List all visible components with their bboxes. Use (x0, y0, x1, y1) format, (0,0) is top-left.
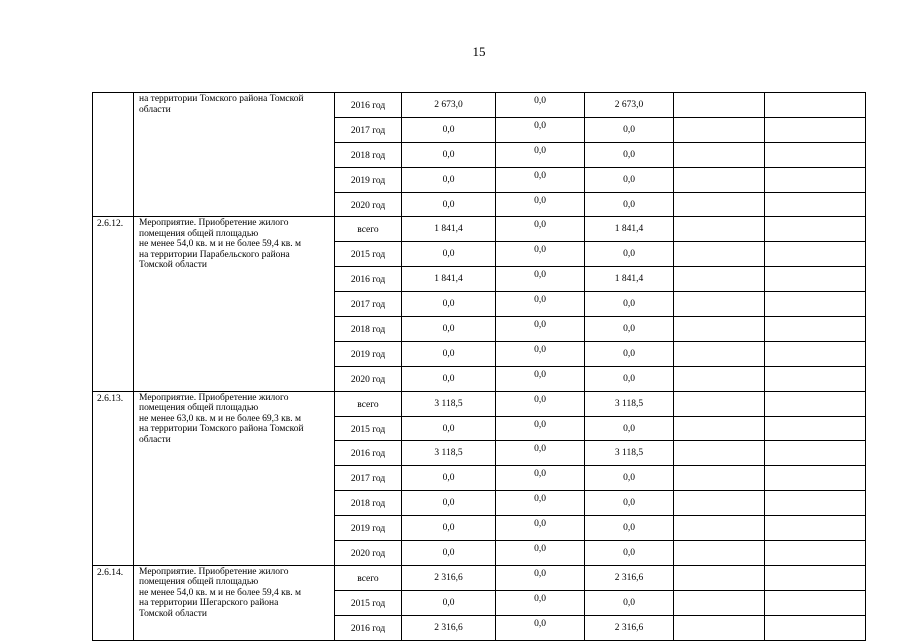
total-cell: 0,0 (402, 142, 496, 167)
period-cell: 2019 год (335, 341, 402, 366)
total-cell: 0,0 (402, 590, 496, 615)
empty-cell (765, 192, 866, 217)
regional-cell: 0,0 (585, 142, 674, 167)
federal-cell: 0,0 (496, 292, 585, 317)
regional-cell: 0,0 (585, 242, 674, 267)
total-cell: 0,0 (402, 541, 496, 566)
total-cell: 0,0 (402, 366, 496, 391)
total-cell: 0,0 (402, 341, 496, 366)
empty-cell (674, 366, 765, 391)
item-number: 2.6.12. (93, 217, 134, 391)
regional-cell: 0,0 (585, 167, 674, 192)
budget-table (92, 92, 866, 641)
description-line: не менее 63,0 кв. м и не более 69,3 кв. м (139, 413, 302, 424)
federal-cell: 0,0 (496, 117, 585, 142)
empty-cell (674, 117, 765, 142)
empty-cell (765, 466, 866, 491)
period-cell: всего (335, 391, 402, 416)
empty-cell (765, 292, 866, 317)
period-cell: 2016 год (335, 441, 402, 466)
regional-cell: 0,0 (585, 541, 674, 566)
regional-cell: 0,0 (585, 292, 674, 317)
total-cell: 2 316,6 (402, 565, 496, 590)
regional-cell: 0,0 (585, 516, 674, 541)
empty-cell (674, 416, 765, 441)
regional-cell: 0,0 (585, 466, 674, 491)
federal-cell: 0,0 (496, 565, 585, 590)
regional-cell: 0,0 (585, 366, 674, 391)
period-cell: 2019 год (335, 167, 402, 192)
regional-cell: 0,0 (585, 317, 674, 342)
item-number (93, 93, 134, 217)
description-line: не менее 54,0 кв. м и не более 59,4 кв. м (139, 587, 302, 598)
empty-cell (765, 615, 866, 640)
empty-cell (765, 441, 866, 466)
table-row (93, 565, 866, 590)
regional-cell: 0,0 (585, 416, 674, 441)
total-cell: 0,0 (402, 117, 496, 142)
empty-cell (765, 341, 866, 366)
federal-cell: 0,0 (496, 93, 585, 118)
regional-cell: 3 118,5 (585, 391, 674, 416)
regional-cell: 0,0 (585, 491, 674, 516)
regional-cell: 3 118,5 (585, 441, 674, 466)
table-row (93, 93, 866, 118)
regional-cell: 0,0 (585, 341, 674, 366)
description-line: Томской области (139, 608, 207, 619)
period-cell: 2015 год (335, 242, 402, 267)
description-line: Мероприятие. Приобретение жилого (139, 218, 289, 229)
regional-cell: 1 841,4 (585, 217, 674, 242)
page-number: 15 (472, 44, 486, 59)
federal-cell: 0,0 (496, 516, 585, 541)
empty-cell (765, 416, 866, 441)
period-cell: 2015 год (335, 590, 402, 615)
total-cell: 0,0 (402, 516, 496, 541)
regional-cell: 0,0 (585, 117, 674, 142)
regional-cell: 2 316,6 (585, 615, 674, 640)
description-line: Мероприятие. Приобретение жилого (139, 392, 289, 403)
empty-cell (674, 317, 765, 342)
item-description (134, 217, 335, 391)
federal-cell: 0,0 (496, 192, 585, 217)
federal-cell: 0,0 (496, 341, 585, 366)
empty-cell (765, 541, 866, 566)
period-cell: 2015 год (335, 416, 402, 441)
description-line: на территории Томского района Томской (139, 94, 304, 104)
total-cell: 2 673,0 (402, 93, 496, 118)
federal-cell: 0,0 (496, 391, 585, 416)
empty-cell (674, 441, 765, 466)
empty-cell (765, 366, 866, 391)
table-row (93, 391, 866, 416)
total-cell: 2 316,6 (402, 615, 496, 640)
empty-cell (674, 192, 765, 217)
regional-cell: 0,0 (585, 590, 674, 615)
period-cell: 2016 год (335, 615, 402, 640)
description-line: Томской области (139, 260, 207, 271)
period-cell: 2017 год (335, 117, 402, 142)
period-cell: 2017 год (335, 292, 402, 317)
item-description (134, 93, 335, 217)
item-number: 2.6.14. (93, 565, 134, 640)
federal-cell: 0,0 (496, 466, 585, 491)
description-line: области (139, 104, 171, 115)
federal-cell: 0,0 (496, 615, 585, 640)
description-line: на территории Шегарского района (139, 598, 279, 609)
total-cell: 0,0 (402, 416, 496, 441)
empty-cell (765, 267, 866, 292)
total-cell: 3 118,5 (402, 391, 496, 416)
total-cell: 0,0 (402, 242, 496, 267)
period-cell: 2020 год (335, 541, 402, 566)
empty-cell (674, 93, 765, 118)
period-cell: 2020 год (335, 366, 402, 391)
federal-cell: 0,0 (496, 317, 585, 342)
empty-cell (674, 391, 765, 416)
period-cell: 2016 год (335, 93, 402, 118)
empty-cell (765, 391, 866, 416)
total-cell: 1 841,4 (402, 217, 496, 242)
empty-cell (765, 93, 866, 118)
table-body (93, 93, 866, 641)
empty-cell (674, 565, 765, 590)
description-line: помещения общей площадью (139, 403, 259, 414)
empty-cell (765, 217, 866, 242)
empty-cell (674, 615, 765, 640)
federal-cell: 0,0 (496, 441, 585, 466)
federal-cell: 0,0 (496, 242, 585, 267)
period-cell: 2018 год (335, 491, 402, 516)
empty-cell (765, 167, 866, 192)
item-number: 2.6.13. (93, 391, 134, 565)
period-cell: 2017 год (335, 466, 402, 491)
description-line: помещения общей площадью (139, 228, 259, 239)
total-cell: 0,0 (402, 317, 496, 342)
total-cell: 0,0 (402, 292, 496, 317)
empty-cell (674, 167, 765, 192)
federal-cell: 0,0 (496, 366, 585, 391)
description-line: не менее 54,0 кв. м и не более 59,4 кв. м (139, 239, 302, 250)
empty-cell (765, 117, 866, 142)
period-cell: всего (335, 217, 402, 242)
empty-cell (674, 466, 765, 491)
empty-cell (765, 491, 866, 516)
empty-cell (765, 565, 866, 590)
item-description (134, 565, 335, 640)
period-cell: 2020 год (335, 192, 402, 217)
total-cell: 1 841,4 (402, 267, 496, 292)
empty-cell (674, 341, 765, 366)
description-line: помещения общей площадью (139, 577, 259, 588)
empty-cell (674, 242, 765, 267)
empty-cell (765, 590, 866, 615)
empty-cell (765, 516, 866, 541)
table-row (93, 217, 866, 242)
empty-cell (765, 142, 866, 167)
empty-cell (674, 292, 765, 317)
regional-cell: 1 841,4 (585, 267, 674, 292)
period-cell: 2019 год (335, 516, 402, 541)
period-cell: 2018 год (335, 317, 402, 342)
total-cell: 3 118,5 (402, 441, 496, 466)
total-cell: 0,0 (402, 192, 496, 217)
empty-cell (674, 142, 765, 167)
federal-cell: 0,0 (496, 541, 585, 566)
regional-cell: 2 316,6 (585, 565, 674, 590)
federal-cell: 0,0 (496, 590, 585, 615)
empty-cell (765, 317, 866, 342)
federal-cell: 0,0 (496, 416, 585, 441)
description-line: области (139, 434, 171, 445)
federal-cell: 0,0 (496, 491, 585, 516)
empty-cell (765, 242, 866, 267)
empty-cell (674, 267, 765, 292)
federal-cell: 0,0 (496, 217, 585, 242)
empty-cell (674, 217, 765, 242)
period-cell: всего (335, 565, 402, 590)
item-description (134, 391, 335, 565)
federal-cell: 0,0 (496, 167, 585, 192)
empty-cell (674, 516, 765, 541)
total-cell: 0,0 (402, 167, 496, 192)
period-cell: 2016 год (335, 267, 402, 292)
period-cell: 2018 год (335, 142, 402, 167)
empty-cell (674, 541, 765, 566)
federal-cell: 0,0 (496, 142, 585, 167)
empty-cell (674, 491, 765, 516)
empty-cell (674, 590, 765, 615)
regional-cell: 2 673,0 (585, 93, 674, 118)
description-line: на территории Парабельского района (139, 249, 290, 260)
federal-cell: 0,0 (496, 267, 585, 292)
description-line: на территории Томского района Томской (139, 424, 304, 435)
description-line: Мероприятие. Приобретение жилого (139, 566, 289, 577)
total-cell: 0,0 (402, 491, 496, 516)
total-cell: 0,0 (402, 466, 496, 491)
regional-cell: 0,0 (585, 192, 674, 217)
